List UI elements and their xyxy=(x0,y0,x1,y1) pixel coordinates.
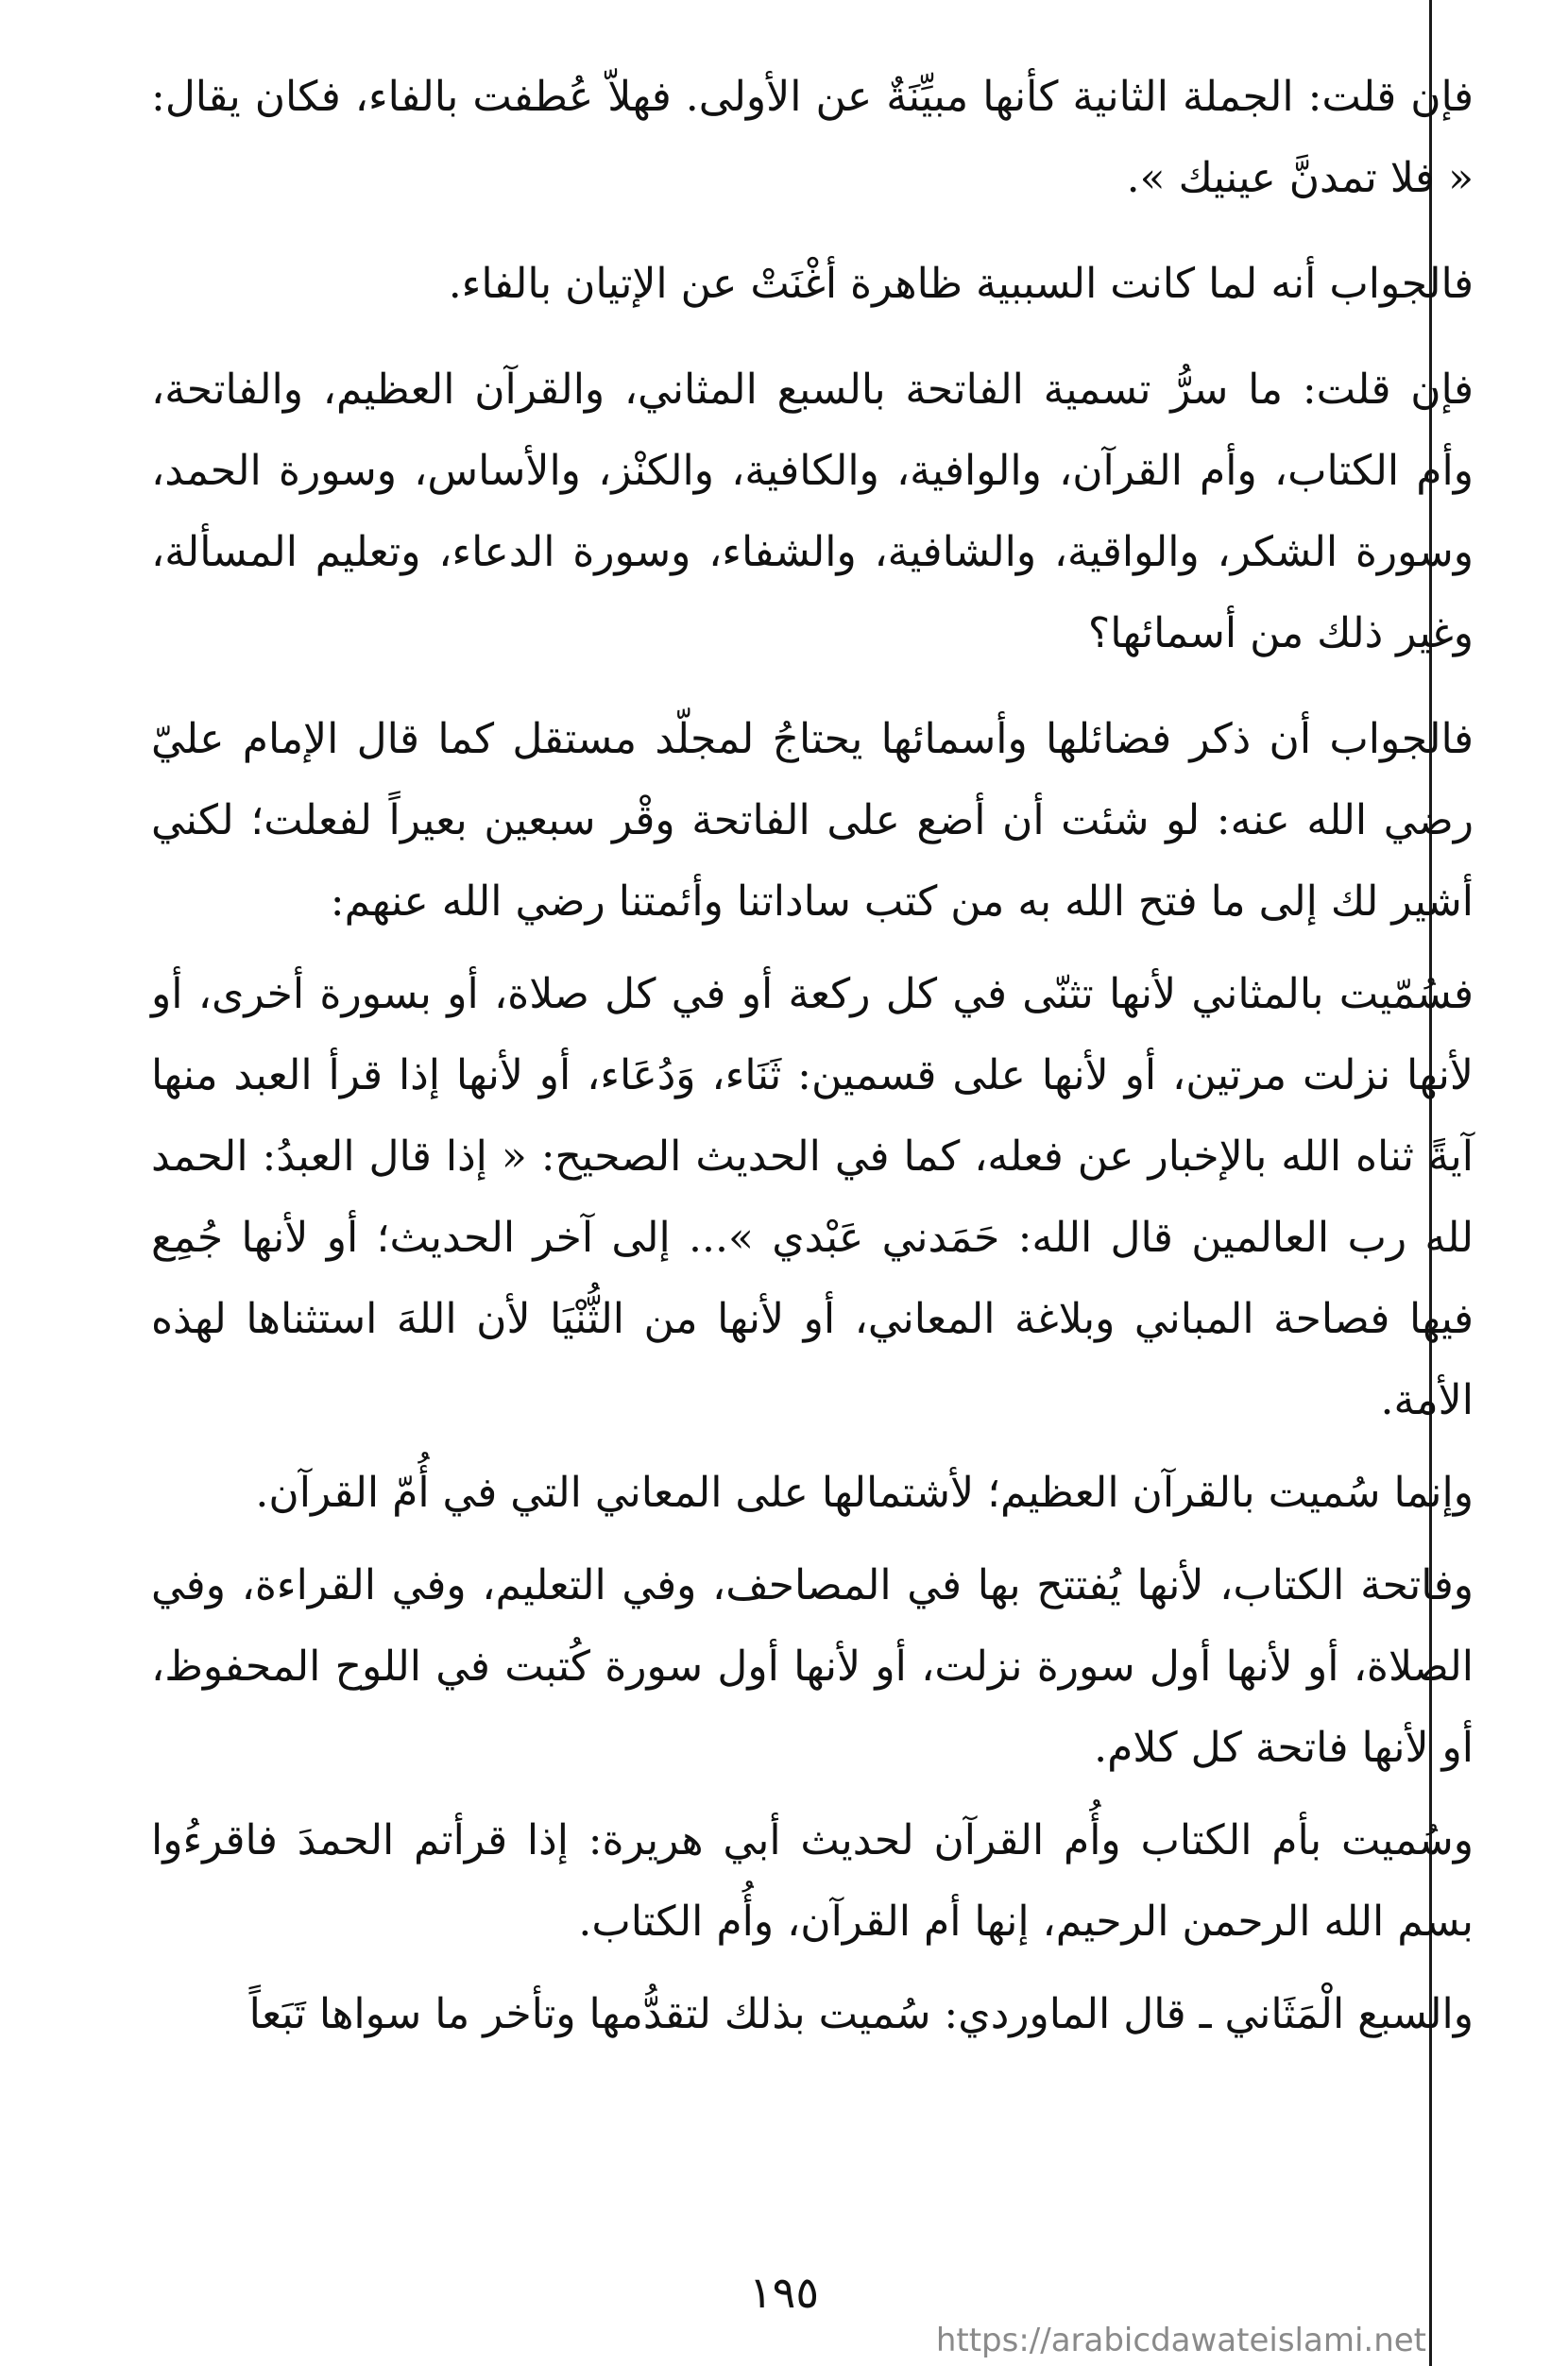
paragraph: فإن قلت: الجملة الثانية كأنها مبيِّنَةٌ عن الأولى. فهلاّ عُطفت بالفاء، فكان يقال: « فلا تمدنَّ عينيك ». xyxy=(151,73,1474,202)
paragraph: فالجواب أنه لما كانت السببية ظاهرة أغْنَتْ عن الإتيان بالفاء. xyxy=(448,260,1474,308)
page-body xyxy=(151,57,1474,2067)
paragraph: وإنما سُميت بالقرآن العظيم؛ لأشتمالها على المعاني التي في أُمّ القرآن. xyxy=(255,1469,1474,1517)
source-watermark: https://arabicdawateislami.net xyxy=(935,2322,1426,2359)
paragraph: فسُمّيت بالمثاني لأنها تثنّى في كل ركعة أو في كل صلاة، أو بسورة أخرى، أو لأنها نزلت مرتين، أو لأنها على قسمين: ثَنَاء، وَدُعَاء، أو لأنها إذا قرأ العبد منها آيةً ثناه الله بالإخبار عن فعله، كما في الحديث الصحيح: « إذا قال العبدُ: الحمد لله رب العالمين قال الله: حَمَدني عَبْدي »... إلى آخر الحديث؛ أو لأنها جُمِع فيها فصاحة المباني وبلاغة المعاني، أو لأنها من الثُّنْيَا لأن اللهَ استثناها لهذه الأمة. xyxy=(151,970,1474,1424)
paragraph: فالجواب أن ذكر فضائلها وأسمائها يحتاجُ لمجلّد مستقل كما قال الإمام عليّ رضي الله عنه: لو شئت أن أضع على الفاتحة وقْر سبعين بعيراً لفعلت؛ لكني أشير لك إلى ما فتح الله به من كتب ساداتنا وأئمتنا رضي الله عنهم: xyxy=(151,715,1474,926)
page-number: ١٩٥ xyxy=(748,2267,820,2318)
paragraph: والسبع الْمَثَاني ـ قال الماوردي: سُميت بذلك لتقدُّمها وتأخر ما سواها تَبَعاً xyxy=(248,1990,1474,2038)
paragraph: فإن قلت: ما سرُّ تسمية الفاتحة بالسبع المثاني، والقرآن العظيم، والفاتحة، وأم الكتاب، وأم القرآن، والوافية، والكافية، والكنْز، والأساس، وسورة الحمد، وسورة الشكر، والواقية، والشافية، والشفاء، وسورة الدعاء، وتعليم المسألة، وغير ذلك من أسمائها؟ xyxy=(151,366,1474,657)
paragraph: وفاتحة الكتاب، لأنها يُفتتح بها في المصاحف، وفي التعليم، وفي القراءة، وفي الصلاة، أو لأنها أول سورة نزلت، أو لأنها أول سورة كُتبت في اللوح المحفوظ، أو لأنها فاتحة كل كلام. xyxy=(151,1561,1474,1772)
paragraph: وسُميت بأم الكتاب وأُم القرآن لحديث أبي هريرة: إذا قرأتم الحمدَ فاقرءُوا بسم الله الرحمن الرحيم، إنها أم القرآن، وأُم الكتاب. xyxy=(151,1816,1474,1946)
